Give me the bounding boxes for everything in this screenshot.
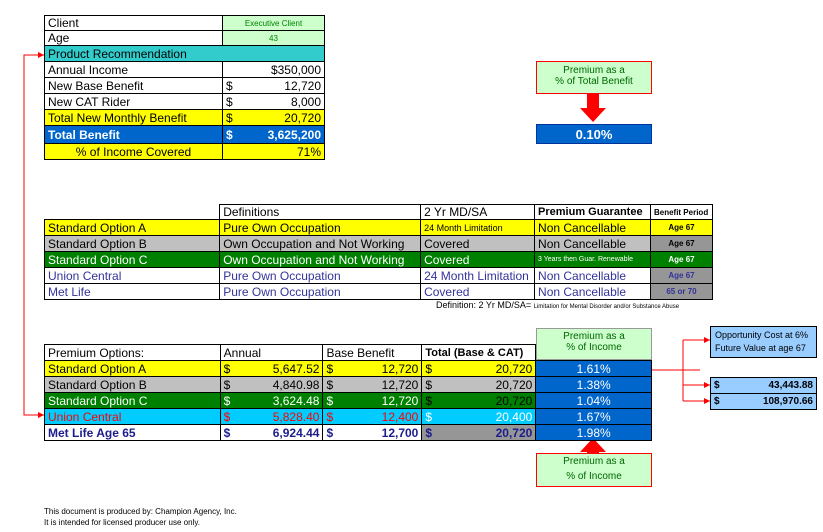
prem-row-annual-currency: $ — [223, 361, 231, 376]
prem-row-name: Standard Option B — [45, 377, 221, 393]
new-base-currency: $ — [223, 78, 253, 94]
total-monthly-label: Total New Monthly Benefit — [45, 110, 223, 126]
prem-row-base-currency: $ — [326, 377, 334, 392]
premium-options-table — [44, 344, 652, 441]
footnote-text: Limitation for Mental Disorder and/or Substance Abuse — [533, 304, 680, 310]
new-base-label: New Base Benefit — [45, 78, 223, 94]
client-label: Client — [45, 16, 223, 31]
def-row-name: Union Central — [45, 268, 220, 284]
prem-row-total: 20,720 — [495, 361, 533, 376]
prem-row-pct: 1.61% — [536, 361, 652, 377]
premium-total-line2: % of Total Benefit — [555, 76, 633, 87]
prem-row-name: Union Central — [45, 409, 221, 425]
premium-income-caption-bottom — [536, 453, 652, 487]
premium-total-benefit-value: 0.10% — [536, 124, 652, 144]
def-row-mdsa: 24 Month Limitation — [421, 220, 535, 236]
age-label: Age — [45, 31, 223, 46]
def-row-definition: Own Occupation and Not Working — [220, 252, 421, 268]
prem-row-base: 12,720 — [381, 377, 419, 392]
pct-income-covered-label: % of Income Covered — [45, 144, 223, 160]
annual-income-value: $350,000 — [223, 62, 325, 78]
def-row-period: Age 67 — [650, 268, 712, 284]
total-benefit-label: Total Benefit — [45, 126, 223, 144]
prem-row-total-currency: $ — [425, 425, 433, 440]
def-row-mdsa: Covered — [421, 252, 535, 268]
def-row-definition: Pure Own Occupation — [220, 220, 421, 236]
prem-row-total: 20,400 — [495, 409, 533, 424]
prem-row-annual: 5,647.52 — [272, 361, 320, 376]
def-row-name: Standard Option B — [45, 236, 220, 252]
def-row-period: 65 or 70 — [650, 284, 712, 300]
def-row-name: Standard Option C — [45, 252, 220, 268]
def-row-guarantee: Non Cancellable — [535, 284, 651, 300]
prem-row-pct: 1.98% — [536, 425, 652, 441]
def-row-period: Age 67 — [650, 236, 712, 252]
def-row-definition: Pure Own Occupation — [220, 284, 421, 300]
total-monthly-currency: $ — [223, 110, 253, 126]
total-benefit-currency: $ — [223, 126, 253, 144]
new-cat-currency: $ — [223, 94, 253, 110]
def-header-mdsa: 2 Yr MD/SA — [421, 205, 535, 220]
prem-row-base-currency: $ — [326, 425, 334, 440]
total-benefit-value: 3,625,200 — [253, 126, 325, 144]
prem-row-base: 12,720 — [381, 361, 419, 376]
def-row-period: Age 67 — [650, 252, 712, 268]
prem-row-annual-currency: $ — [223, 425, 231, 440]
prem-row-name: Standard Option A — [45, 361, 221, 377]
opportunity-currency-2: $ — [711, 394, 725, 410]
total-monthly-value: 20,720 — [253, 110, 325, 126]
prem-header-annual: Annual — [220, 345, 323, 361]
prem-row-pct: 1.04% — [536, 393, 652, 409]
opportunity-values-table — [710, 377, 817, 410]
prem-row-base: 12,720 — [381, 393, 419, 408]
prem-row-base: 12,400 — [381, 409, 419, 424]
opportunity-line2: Future Value at age 67 — [715, 343, 806, 353]
prem-row-annual: 3,624.48 — [272, 393, 320, 408]
new-base-value: 12,720 — [253, 78, 325, 94]
def-row-guarantee: Non Cancellable — [535, 268, 651, 284]
premium-income-bottom-line1: Premium as a — [563, 456, 625, 467]
product-recommendation-header: Product Recommendation — [45, 46, 325, 62]
def-header-period: Benefit Period — [650, 205, 712, 220]
prem-row-total-currency: $ — [425, 409, 433, 424]
opportunity-cost-box — [710, 326, 817, 358]
def-row-name: Standard Option A — [45, 220, 220, 236]
def-row-guarantee: 3 Years then Guar. Renewable — [535, 252, 651, 268]
prem-header-total: Total (Base & CAT) — [422, 345, 536, 361]
premium-income-top-line2: % of Income — [566, 342, 622, 353]
prem-row-base: 12,700 — [381, 425, 419, 440]
prem-row-pct: 1.38% — [536, 377, 652, 393]
def-row-mdsa: Covered — [421, 284, 535, 300]
prem-row-total-currency: $ — [425, 377, 433, 392]
annual-income-label: Annual Income — [45, 62, 223, 78]
def-row-definition: Own Occupation and Not Working — [220, 236, 421, 252]
pct-income-covered-value: 71% — [223, 144, 325, 160]
def-row-mdsa: Covered — [421, 236, 535, 252]
prem-row-name: Met Life Age 65 — [45, 425, 221, 441]
prem-row-total: 20,720 — [495, 393, 533, 408]
prem-row-base-currency: $ — [326, 361, 334, 376]
opportunity-value-1: 43,443.88 — [725, 378, 817, 394]
prem-row-base-currency: $ — [326, 409, 334, 424]
def-row-name: Met Life — [45, 284, 220, 300]
opportunity-value-2: 108,970.66 — [725, 394, 817, 410]
prem-row-total-currency: $ — [425, 393, 433, 408]
footer-line1: This document is produced by: Champion Agency, Inc. — [44, 507, 237, 516]
prem-row-annual-currency: $ — [223, 393, 231, 408]
prem-row-annual: 4,840.98 — [272, 377, 320, 392]
def-row-period: Age 67 — [650, 220, 712, 236]
prem-row-annual: 6,924.44 — [272, 425, 320, 440]
prem-row-base-currency: $ — [326, 393, 334, 408]
def-row-guarantee: Non Cancellable — [535, 236, 651, 252]
premium-income-bottom-line2: % of Income — [566, 471, 622, 482]
def-row-mdsa: 24 Month Limitation — [421, 268, 535, 284]
def-row-definition: Pure Own Occupation — [220, 268, 421, 284]
prem-header-base: Base Benefit — [323, 345, 422, 361]
prem-header-options: Premium Options: — [45, 345, 221, 361]
definitions-table — [44, 204, 713, 300]
prem-row-total: 20,720 — [495, 425, 533, 440]
prem-row-name: Standard Option C — [45, 393, 221, 409]
prem-row-annual: 5,828.40 — [272, 409, 320, 424]
client-value[interactable]: Executive Client — [223, 16, 325, 31]
opportunity-line1: Opportunity Cost at 6% — [715, 330, 809, 340]
def-header-guarantee: Premium Guarantee — [535, 205, 651, 220]
footer-disclaimer — [44, 506, 237, 528]
prem-row-total-currency: $ — [425, 361, 433, 376]
prem-row-annual-currency: $ — [223, 377, 231, 392]
def-row-guarantee: Non Cancellable — [535, 220, 651, 236]
premium-total-line1: Premium as a — [563, 65, 625, 76]
prem-row-pct: 1.67% — [536, 409, 652, 425]
footer-line2: It is intended for licensed producer use only. — [44, 518, 200, 527]
new-cat-label: New CAT Rider — [45, 94, 223, 110]
def-header-definitions: Definitions — [220, 205, 421, 220]
client-summary-table — [44, 15, 325, 160]
prem-row-total: 20,720 — [495, 377, 533, 392]
age-value[interactable]: 43 — [223, 31, 325, 46]
definition-footnote — [436, 300, 679, 310]
premium-total-benefit-caption — [536, 61, 652, 94]
prem-row-annual-currency: $ — [223, 409, 231, 424]
new-cat-value: 8,000 — [253, 94, 325, 110]
opportunity-currency-1: $ — [711, 378, 725, 394]
footnote-label: Definition: 2 Yr MD/SA= — [436, 300, 532, 310]
premium-income-top-line1: Premium as a — [563, 331, 625, 342]
